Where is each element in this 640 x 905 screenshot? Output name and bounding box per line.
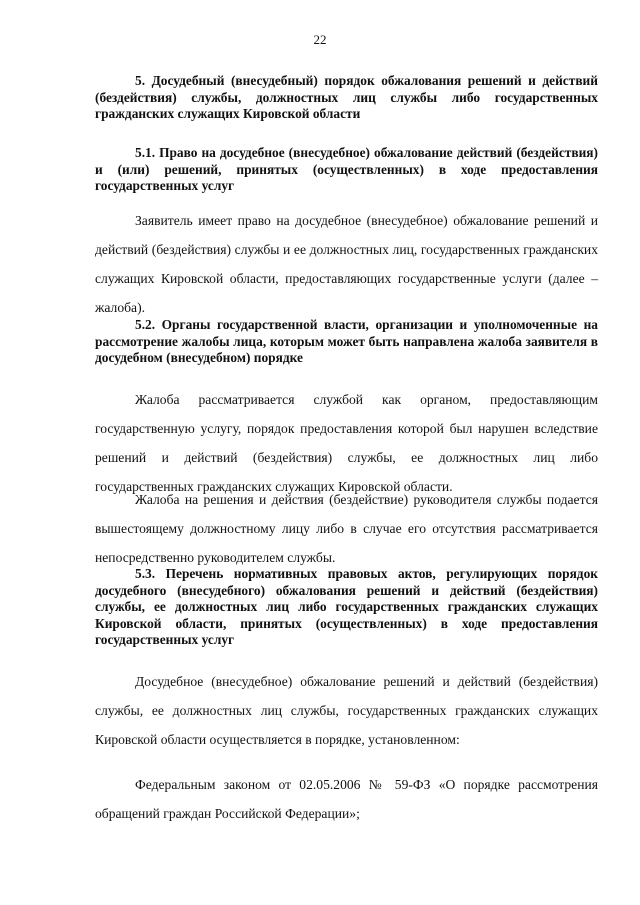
section-5-2-paragraph-2: Жалоба на решения и действия (бездействие) руководителя службы подается вышестоящему должностному лицу либо в случае его отсутствия рассматривается непосредственно руководителем службы. [95,492,598,565]
section-5-3-paragraph-2: Федеральным законом от 02.05.2006 № 59-ФЗ «О порядке рассмотрения обращений граждан Российской Федерации»; [95,777,598,821]
section-5-2-heading-text: 5.2. Органы государственной власти, организации и уполномоченные на рассмотрение жалобы лица, которым может быть направлена жалоба заявителя в досудебном (внесудебном) порядке [95,317,598,365]
section-5-3-heading [95,566,598,649]
section-5-heading-text: 5. Досудебный (внесудебный) порядок обжалования решений и действий (бездействия) службы, должностных лиц службы либо государственных гражданских служащих Кировской области [95,73,598,121]
section-5-3-paragraph-1: Досудебное (внесудебное) обжалование решений и действий (бездействия) службы, ее должностных лиц службы, государственных гражданских служащих Кировской области осуществляется в порядке, установленном: [95,674,598,747]
section-5-heading [95,73,598,123]
section-5-1-paragraph: Заявитель имеет право на досудебное (внесудебное) обжалование решений и действий (бездействия) службы и ее должностных лиц, государственных гражданских служащих Кировской области, предоставляющих государственные услуги (далее – жалоба). [95,213,598,315]
section-5-1-heading-text: 5.1. Право на досудебное (внесудебное) обжалование действий (бездействия) и (или) решений, принятых (осуществленных) в ходе предоставления государственных услуг [95,145,598,193]
section-5-2-heading [95,317,598,367]
section-5-2-paragraph-1: Жалоба рассматривается службой как органом, предоставляющим государственную услугу, порядок предоставления которой был нарушен вследствие решений и действий (бездействия) службы, ее должностных лиц либо государственных гражданских служащих Кировской области. [95,392,598,494]
page-number: 22 [313,32,327,47]
section-5-1-heading [95,145,598,195]
section-5-3-heading-text: 5.3. Перечень нормативных правовых актов, регулирующих порядок досудебного (внесудебного) обжалования решений и действий (бездействия) службы, ее должностных лиц либо государственных гражданских служащих Кировской области, принятых (осуществленных) в ходе предоставления государственных услуг [95,566,598,647]
